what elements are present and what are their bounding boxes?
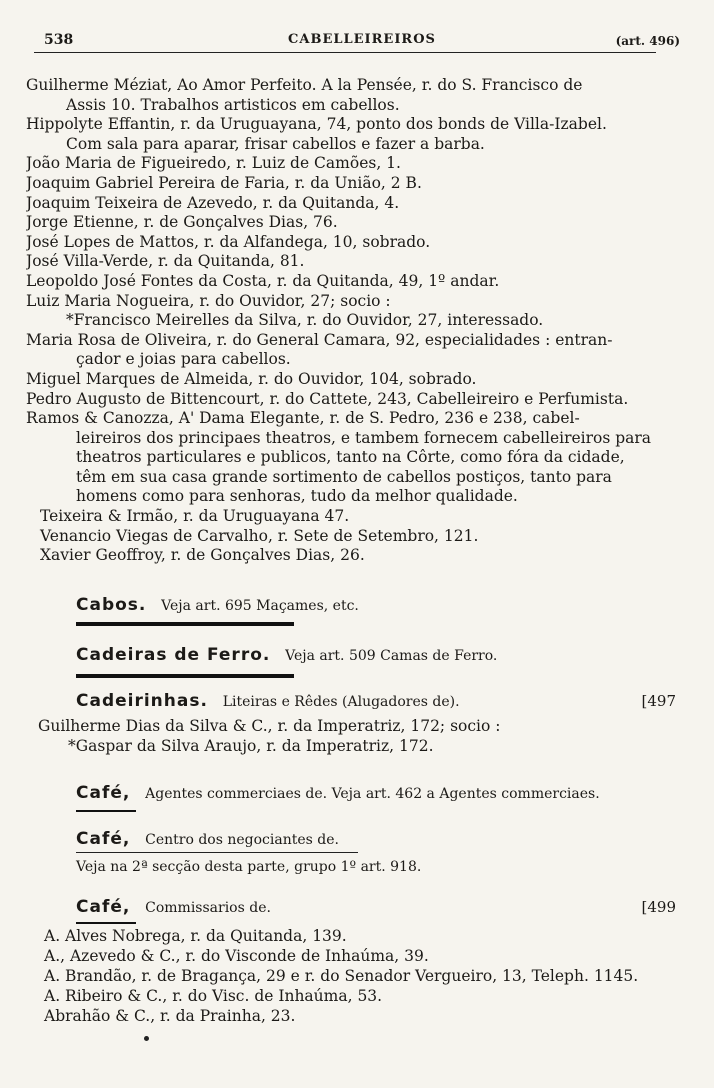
section-title: Cadeiras de Ferro. (76, 645, 271, 665)
list-item: *Francisco Meirelles da Silva, r. do Ouvidor, 27, interessado. (66, 311, 544, 330)
list-item: Jorge Etienne, r. de Gonçalves Dias, 76. (26, 213, 338, 232)
section-cadeirinhas (76, 690, 676, 713)
section-cafe-commissarios (76, 896, 676, 919)
page-header (34, 28, 690, 50)
list-item: Com sala para aparar, frisar cabellos e fazer a barba. (66, 134, 485, 153)
list-item: Venancio Viegas de Carvalho, r. Sete de Setembro, 121. (40, 526, 479, 545)
list-item: Teixeira & Irmão, r. da Uruguayana 47. (40, 507, 350, 526)
list-item: Pedro Augusto de Bittencourt, r. do Cattete, 243, Cabelleireiro e Perfumista. (26, 389, 629, 408)
section-cadeiras-de-ferro (76, 644, 676, 667)
section-rule (76, 674, 294, 678)
section-number: [499 (641, 898, 676, 916)
section-description: Veja art. 695 Maçames, etc. (161, 598, 359, 614)
list-item: Ramos & Canozza, A' Dama Elegante, r. de S. Pedro, 236 e 238, cabel- (26, 409, 580, 428)
section-description: Liteiras e Rêdes (Alugadores de). (222, 694, 460, 710)
cabelleireiros-entries (26, 76, 674, 566)
list-item: Joaquim Gabriel Pereira de Faria, r. da União, 2 B. (26, 173, 422, 192)
list-item: Joaquim Teixeira de Azevedo, r. da Quitanda, 4. (26, 193, 400, 212)
list-item: theatros particulares e publicos, tanto na Côrte, como fóra da cidade, (76, 448, 625, 467)
section-rule (76, 922, 136, 924)
list-item: A. Alves Nobrega, r. da Quitanda, 139. (44, 927, 347, 945)
section-rule (76, 852, 358, 853)
list-item: Leopoldo José Fontes da Costa, r. da Quitanda, 49, 1º andar. (26, 271, 500, 290)
list-item: Xavier Geoffroy, r. de Gonçalves Dias, 26. (40, 546, 365, 565)
section-title: Café, (76, 897, 131, 917)
list-item: Guilherme Méziat, Ao Amor Perfeito. A la Pensée, r. do S. Francisco de (26, 76, 583, 94)
list-item: Luiz Maria Nogueira, r. do Ouvidor, 27; socio : (26, 291, 391, 310)
list-item: çador e joias para cabellos. (76, 350, 291, 369)
section-title: Cabos. (76, 595, 147, 615)
cross-reference-note: Veja na 2ª secção desta parte, grupo 1º art. 918. (76, 859, 422, 875)
section-description: Veja art. 509 Camas de Ferro. (285, 648, 498, 664)
list-item: José Lopes de Mattos, r. da Alfandega, 10, sobrado. (26, 232, 431, 251)
list-item: leireiros dos principaes theatros, e tambem fornecem cabelleireiros para (76, 428, 652, 447)
list-item: José Villa-Verde, r. da Quitanda, 81. (26, 252, 305, 271)
list-item: Maria Rosa de Oliveira, r. do General Camara, 92, especialidades : entran- (26, 330, 613, 349)
section-description: Agentes commerciaes de. Veja art. 462 a Agentes commerciaes. (145, 786, 600, 802)
running-title: CABELLEIREIROS (288, 32, 436, 47)
section-cafe-agentes (76, 782, 676, 805)
ink-dot (144, 1036, 149, 1041)
list-item: homens como para senhoras, tudo da melhor qualidade. (76, 487, 518, 506)
list-item: têm em sua casa grande sortimento de cabellos postiços, tanto para (76, 467, 612, 486)
list-item: Guilherme Dias da Silva & C., r. da Imperatriz, 172; socio : (38, 717, 501, 735)
list-item: Abrahão & C., r. da Prainha, 23. (44, 1007, 296, 1025)
list-item: *Gaspar da Silva Araujo, r. da Imperatriz, 172. (68, 737, 434, 755)
section-title: Café, (76, 829, 131, 849)
section-cabos (76, 594, 676, 617)
section-description: Centro dos negociantes de. (145, 832, 339, 848)
cadeirinhas-entries (38, 716, 686, 756)
section-number: [497 (641, 692, 676, 710)
list-item: Hippolyte Effantin, r. da Uruguayana, 74, ponto dos bonds de Villa-Izabel. (26, 115, 607, 134)
article-reference: (art. 496) (615, 34, 680, 48)
section-description: Commissarios de. (145, 900, 271, 916)
list-item: A. Ribeiro & C., r. do Visc. de Inhaúma, 53. (44, 987, 383, 1005)
list-item: Assis 10. Trabalhos artisticos em cabellos. (66, 95, 400, 114)
section-rule (76, 622, 294, 626)
section-title: Cadeirinhas. (76, 691, 208, 711)
cafe-commissarios-entries (44, 926, 692, 1026)
header-rule (34, 52, 656, 53)
section-rule (76, 810, 136, 812)
list-item: A. Brandão, r. de Bragança, 29 e r. do Senador Vergueiro, 13, Teleph. 1145. (44, 967, 639, 985)
list-item: João Maria de Figueiredo, r. Luiz de Camões, 1. (26, 154, 401, 173)
list-item: A., Azevedo & C., r. do Visconde de Inhaúma, 39. (44, 947, 429, 965)
page-number: 538 (44, 32, 74, 48)
list-item: Miguel Marques de Almeida, r. do Ouvidor, 104, sobrado. (26, 369, 477, 388)
section-title: Café, (76, 783, 131, 803)
